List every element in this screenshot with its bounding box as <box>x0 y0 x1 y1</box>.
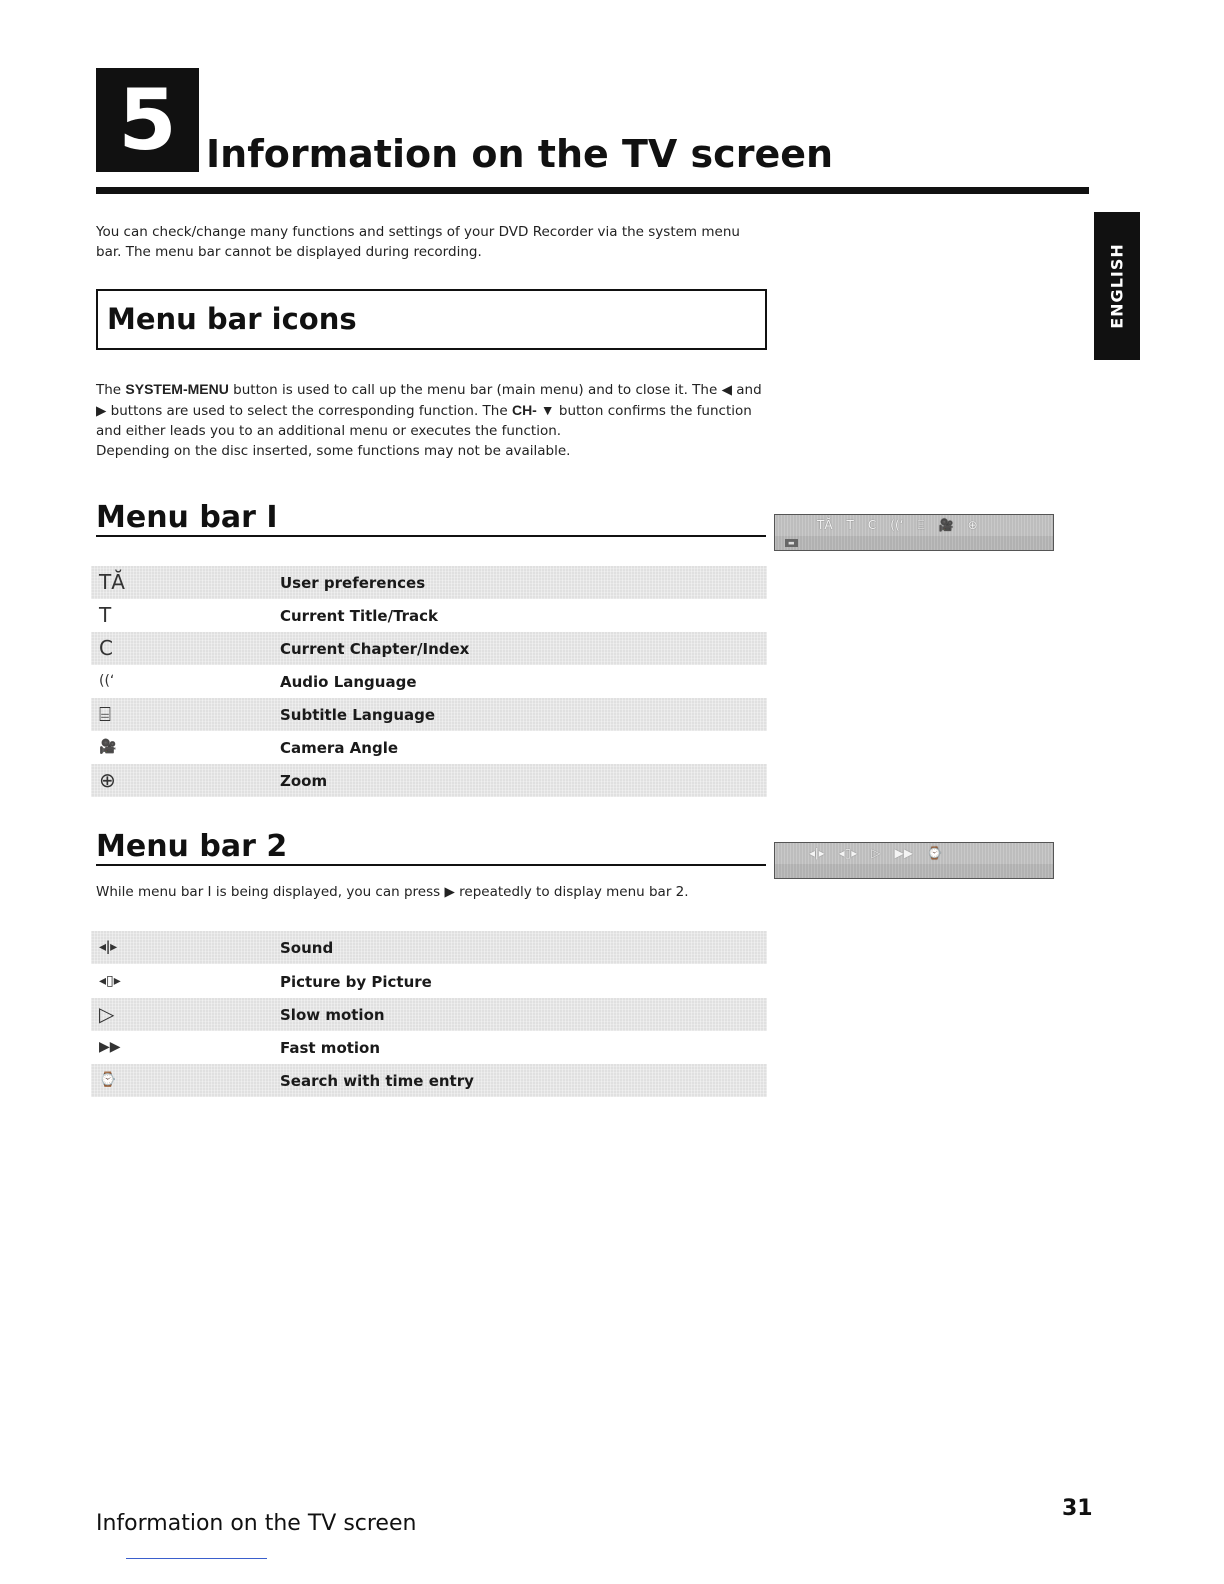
right-arrow-icon: ▶ <box>444 884 455 900</box>
item-label: Search with time entry <box>280 1072 474 1090</box>
osd-zoom-icon: ⊕ <box>967 518 978 532</box>
table-row <box>91 1031 767 1064</box>
item-label: Audio Language <box>280 673 417 691</box>
subtitle-language-icon: ⌸ <box>99 702 111 726</box>
item-label: Fast motion <box>280 1039 381 1057</box>
table-row <box>91 599 767 632</box>
section-title: Menu bar icons <box>107 302 357 336</box>
table-row <box>91 731 767 764</box>
picture-by-picture-icon: ◂▯▸ <box>99 973 121 989</box>
zoom-icon: ⊕ <box>99 768 116 792</box>
table-row <box>91 764 767 797</box>
section-title-box <box>96 289 767 350</box>
item-label: Zoom <box>280 772 328 790</box>
osd-title-icon: T <box>846 518 854 532</box>
osd-audio-icon: ((ʻ <box>890 518 904 532</box>
osd-1-icon-row <box>775 515 1053 535</box>
table-row <box>91 665 767 698</box>
table-row <box>91 1064 767 1097</box>
page-number: 31 <box>1062 1496 1093 1521</box>
osd-sound-icon: ◂ǀ▸ <box>809 846 825 860</box>
audio-language-icon: ((ʻ <box>99 673 115 689</box>
desc-text-1: The <box>96 382 126 398</box>
language-tab <box>1094 212 1140 360</box>
item-label: Slow motion <box>280 1006 385 1024</box>
slow-motion-icon: ▷ <box>99 1002 115 1026</box>
desc-text-4: buttons are used to select the corresponding function. The <box>106 403 512 419</box>
chapter-title-rule <box>96 187 1089 194</box>
osd-subtitle-icon: ⌸ <box>917 517 925 532</box>
item-label: Picture by Picture <box>280 973 432 991</box>
right-arrow-icon: ▶ <box>96 403 107 419</box>
osd-fast-motion-icon: ▶▶ <box>894 846 913 860</box>
menu-bar-1-osd-image <box>774 514 1054 551</box>
menu-bar-2-osd-image <box>774 842 1054 879</box>
item-label: Sound <box>280 939 334 957</box>
camera-angle-icon: 🎥 <box>99 739 117 755</box>
table-row <box>91 698 767 731</box>
osd-disc-icon: ▬ <box>785 539 798 547</box>
left-arrow-icon: ◀ <box>721 382 732 398</box>
time-search-icon: ⌚ <box>99 1072 117 1088</box>
menu-bar-1-rule <box>96 535 766 537</box>
item-label: Current Chapter/Index <box>280 640 470 658</box>
system-menu-key: SYSTEM-MENU <box>125 381 229 397</box>
chapter-index-icon: C <box>99 636 113 660</box>
item-label: Current Title/Track <box>280 607 439 625</box>
item-label: User preferences <box>280 574 426 592</box>
desc-text-5: button confirms the function and either leads you to an additional menu or executes the function. <box>96 403 752 439</box>
table-row <box>91 566 767 599</box>
desc-text-3: and <box>731 382 762 398</box>
item-label: Subtitle Language <box>280 706 436 724</box>
osd-picture-by-picture-icon: ◂▯▸ <box>838 846 858 860</box>
menu-bar-2-heading: Menu bar 2 <box>96 829 288 864</box>
menu-bar-2-paragraph <box>96 882 776 902</box>
description-paragraph <box>96 379 766 461</box>
ch-down-key: CH- ▼ <box>511 402 555 418</box>
desc-text-2: button is used to call up the menu bar (main menu) and to close it. The <box>228 382 722 398</box>
title-track-icon: T <box>99 603 112 627</box>
menu-bar-1-heading: Menu bar I <box>96 500 278 535</box>
intro-paragraph: You can check/change many functions and settings of your DVD Recorder via the system menu bar. The menu bar cannot be displayed during recording. <box>96 224 740 260</box>
osd-time-search-icon: ⌚ <box>926 846 942 860</box>
osd-2-icon-row <box>775 843 1053 863</box>
user-preferences-icon: TĂ <box>99 570 125 594</box>
table-row <box>91 965 767 998</box>
osd-chapter-icon: C <box>867 518 877 532</box>
table-row <box>91 931 767 964</box>
mb2-text-2: repeatedly to display menu bar 2. <box>454 884 689 900</box>
table-row <box>91 632 767 665</box>
language-tab-label: ENGLISH <box>1107 243 1127 329</box>
osd-user-preferences-icon: TĂ <box>817 518 833 532</box>
osd-slow-motion-icon: ▷ <box>871 846 881 860</box>
sound-icon: ◂ǀ▸ <box>99 939 118 955</box>
chapter-title: Information on the TV screen <box>206 132 834 176</box>
footer-line <box>126 1558 267 1559</box>
desc-text-6: Depending on the disc inserted, some functions may not be available. <box>96 443 571 459</box>
footer-title: Information on the TV screen <box>96 1511 417 1536</box>
menu-bar-2-rule <box>96 864 766 866</box>
fast-motion-icon: ▶▶ <box>99 1039 121 1055</box>
table-row <box>91 998 767 1031</box>
item-label: Camera Angle <box>280 739 399 757</box>
osd-1-status-row <box>775 536 1053 550</box>
osd-camera-icon: 🎥 <box>938 518 954 532</box>
chapter-number-badge: 5 <box>96 68 199 172</box>
mb2-text-1: While menu bar I is being displayed, you can press <box>96 884 445 900</box>
osd-2-status-row <box>775 864 1053 878</box>
